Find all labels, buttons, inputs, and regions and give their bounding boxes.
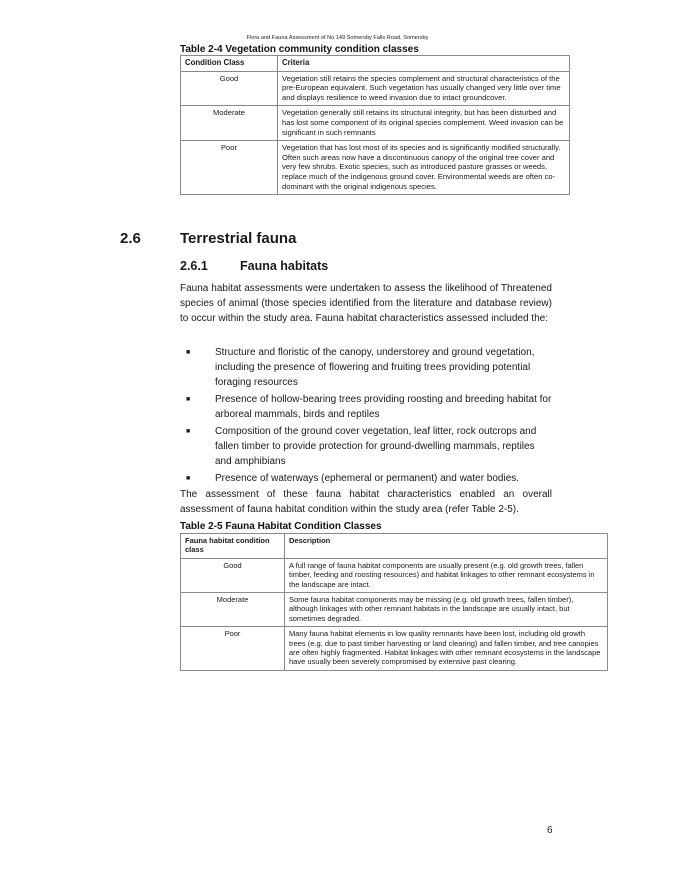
table-2-4-caption: Table 2-4 Vegetation community condition classes — [180, 44, 419, 55]
list-item: ■ Structure and floristic of the canopy, understorey and ground vegetation, including the presence of flowering and fruiting trees providing potential foraging resources — [186, 347, 535, 388]
vegetation-condition-table — [180, 55, 570, 195]
criteria-cell: Vegetation generally still retains its structural integrity, but has been disturbed and has lost some component of its original species complement. Weed invasion can be significant in such remnants — [278, 106, 570, 141]
subsection-number: 2.6.1 — [180, 259, 208, 273]
description-cell: A full range of fauna habitat components are usually present (e.g. old growth trees, fallen timber, feeding and roosting resources) and habitat linkages to other remnant ecosystems in the landscape are intact. — [285, 558, 608, 592]
criteria-cell: Vegetation that has lost most of its species and is significantly modified structurally. Often such areas now have a discontinuous canopy of the original tree cover and very few shrubs. Exotic species, such as introduced pasture grasses or weeds, replace much of the indigenous ground cover. Environmental weeds are often co-dominant with the original indigenous species. — [278, 141, 570, 195]
table-row — [181, 106, 570, 141]
section-number: 2.6 — [120, 230, 141, 247]
column-header: Criteria — [278, 56, 570, 72]
fauna-habitat-condition-table — [180, 533, 608, 671]
bullet-icon: ■ — [186, 349, 191, 356]
column-header: Fauna habitat condition class — [181, 534, 285, 559]
table-row — [181, 593, 608, 627]
condition-class-cell: Good — [181, 558, 285, 592]
condition-class-cell: Poor — [181, 141, 278, 195]
description-cell: Some fauna habitat components may be missing (e.g. old growth trees, fallen timber), although linkages with other remnant habitats in the landscape are usually intact, but sometimes degraded. — [285, 593, 608, 627]
running-header: Flora and Fauna Assessment of No 149 Somersby Falls Road, Somersby — [246, 35, 429, 41]
table-row — [181, 558, 608, 592]
bullet-icon: ■ — [186, 428, 191, 435]
habitat-characteristics-list — [180, 345, 552, 488]
subsection-title: Fauna habitats — [240, 259, 329, 273]
condition-class-cell: Poor — [181, 627, 285, 671]
table-row — [181, 141, 570, 195]
intro-paragraph: Fauna habitat assessments were undertaken to assess the likelihood of Threatened species of animal (those species identified from the literature and database review) to occur within the study area. Fauna habitat characteristics assessed included the: — [180, 283, 552, 324]
condition-class-cell: Moderate — [181, 106, 278, 141]
section-title: Terrestrial fauna — [180, 230, 297, 247]
description-cell: Many fauna habitat elements in low quality remnants have been lost, including old growth trees (e.g. due to past timber harvesting or land clearing) and fallen timber, and tree canopies are often highly fragmented. Habitat linkages with other remnant ecosystems in the landscape have usually been severely compromised by extensive past clearing. — [285, 627, 608, 671]
page-number: 6 — [547, 825, 553, 836]
table-2-5-caption: Table 2-5 Fauna Habitat Condition Classes — [180, 521, 382, 532]
column-header: Condition Class — [181, 56, 278, 72]
table-header-row — [181, 534, 608, 559]
list-item: ■ Composition of the ground cover vegetation, leaf litter, rock outcrops and fallen timber to provide protection for ground-dwelling mammals, reptiles and amphibians — [186, 426, 537, 467]
closing-paragraph: The assessment of these fauna habitat characteristics enabled an overall assessment of fauna habitat condition within the study area (refer Table 2-5). — [180, 489, 552, 515]
bullet-icon: ■ — [186, 475, 191, 482]
table-row — [181, 71, 570, 106]
condition-class-cell: Moderate — [181, 593, 285, 627]
table-header-row — [181, 56, 570, 72]
bullet-icon: ■ — [186, 396, 191, 403]
column-header: Description — [285, 534, 608, 559]
table-row — [181, 627, 608, 671]
condition-class-cell: Good — [181, 71, 278, 106]
criteria-cell: Vegetation still retains the species complement and structural characteristics of the pre-European equivalent. Such vegetation has usually changed very little over time and displays resilience to weed invasion due to intact groundcover. — [278, 71, 570, 106]
list-item: ■ Presence of waterways (ephemeral or permanent) and water bodies. — [186, 473, 520, 484]
list-item: ■ Presence of hollow-bearing trees providing roosting and breeding habitat for arboreal mammals, birds and reptiles — [186, 394, 552, 420]
